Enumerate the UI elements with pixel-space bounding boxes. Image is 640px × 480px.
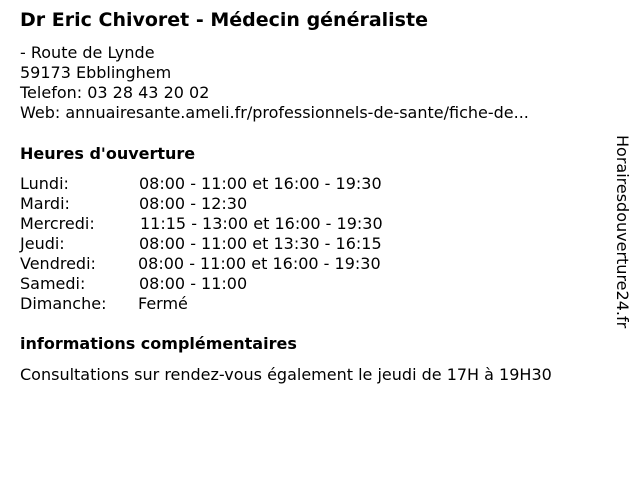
- time-range: 11:15 - 13:00 et 16:00 - 19:30: [140, 214, 383, 233]
- city-address: 59173 Ebblinghem: [20, 63, 172, 82]
- day-label: Mercredi:: [20, 214, 95, 233]
- day-label: Mardi:: [20, 194, 70, 213]
- day-label: Lundi:: [20, 174, 69, 193]
- time-range: 08:00 - 12:30: [139, 194, 248, 213]
- additional-info-heading: informations complémentaires: [20, 334, 297, 353]
- additional-info-text: Consultations sur rendez-vous également le jeudi de 17H à 19H30: [20, 365, 552, 384]
- address-block: [20, 43, 529, 123]
- time-range: Fermé: [138, 294, 188, 313]
- street-address: - Route de Lynde: [20, 43, 155, 62]
- day-label: Samedi:: [20, 274, 86, 293]
- time-range: 08:00 - 11:00 et 16:00 - 19:30: [139, 174, 382, 193]
- day-label: Vendredi:: [20, 254, 96, 273]
- day-label: Jeudi:: [20, 234, 65, 253]
- time-range: 08:00 - 11:00 et 13:30 - 16:15: [139, 234, 382, 253]
- opening-hours-heading: Heures d'ouverture: [20, 144, 196, 163]
- day-label: Dimanche:: [20, 294, 107, 313]
- site-watermark: Horairesdouverture24.fr: [613, 135, 632, 329]
- page-title: Dr Eric Chivoret - Médecin généraliste: [20, 9, 428, 31]
- time-range: 08:00 - 11:00 et 16:00 - 19:30: [138, 254, 381, 273]
- time-range: 08:00 - 11:00: [139, 274, 248, 293]
- website-link: Web: annuairesante.ameli.fr/professionnels-de-sante/fiche-de...: [20, 103, 529, 122]
- phone-number: Telefon: 03 28 43 20 02: [20, 83, 210, 102]
